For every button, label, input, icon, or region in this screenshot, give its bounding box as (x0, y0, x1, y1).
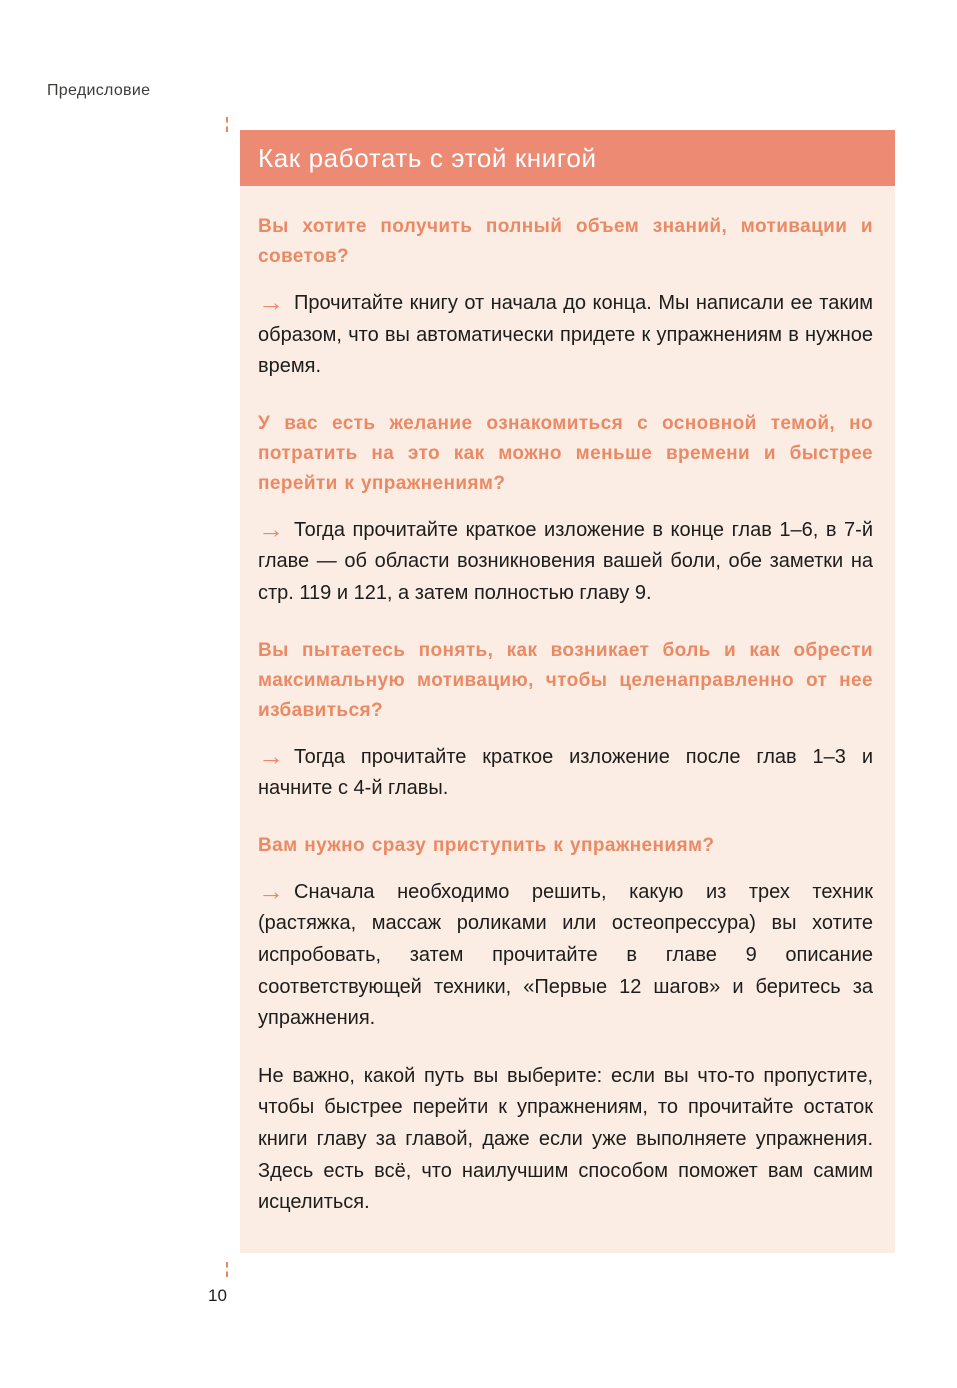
arrow-icon: → (258, 513, 284, 544)
panel-body (240, 186, 895, 1253)
closing-paragraph: Не важно, какой путь вы выберите: если вы что-то пропустите, чтобы быстрее перейти к упражнениям, то прочитайте остаток книги главу за главой, даже если уже выполняете упражнения. Здесь есть всё, что наилучшим способом поможет вам самим исцелиться. (258, 1064, 873, 1214)
content-panel (240, 130, 895, 1253)
dashed-mark-bottom (226, 1262, 228, 1277)
question-block-3: Вы пытаетесь понять, как возникает боль и как обрести максимальную мотивацию, чтобы целенаправленно от нее избавиться? (258, 639, 873, 721)
answer-text-2: Тогда прочитайте краткое изложение в конце глав 1–6, в 7-й главе — об области возникновения вашей боли, обе заметки на стр. 119 и 121, а затем полностью главу 9. (258, 518, 873, 605)
running-head: Предисловие (47, 82, 151, 99)
question-block-2: У вас есть желание ознакомиться с основной темой, но потратить на это как можно меньше времени и быстрее перейти к упражнениям? (258, 412, 873, 494)
arrow-icon: → (258, 875, 284, 906)
arrow-icon: → (258, 287, 284, 318)
answer-text-4: Сначала необходимо решить, какую из трех техник (растяжка, массаж роликами или остеопрессура) вы хотите испробовать, затем прочитайте в главе 9 описание соответствующей техники, «Первые 12 шагов» и беритесь за упражнения. (258, 880, 873, 1030)
question-block-1: Вы хотите получить полный объем знаний, мотивации и советов? (258, 216, 873, 268)
answer-block-3 (258, 742, 873, 805)
panel-title-bar (240, 130, 895, 186)
answer-block-2 (258, 515, 873, 610)
answer-text-1: Прочитайте книгу от начала до конца. Мы написали ее таким образом, что вы автоматически придете к упражнениям в нужное время. (258, 292, 873, 378)
page-number: 10 (208, 1286, 227, 1305)
answer-text-3: Тогда прочитайте краткое изложение после глав 1–3 и начните с 4-й главы. (258, 745, 873, 800)
answer-block-1 (258, 288, 873, 383)
dashed-mark-top (226, 117, 228, 132)
question-block-4: Вам нужно сразу приступить к упражнениям? (258, 834, 715, 856)
panel-title: Как работать с этой книгой (258, 142, 597, 173)
arrow-icon: → (258, 740, 284, 771)
answer-block-4 (258, 877, 873, 1035)
